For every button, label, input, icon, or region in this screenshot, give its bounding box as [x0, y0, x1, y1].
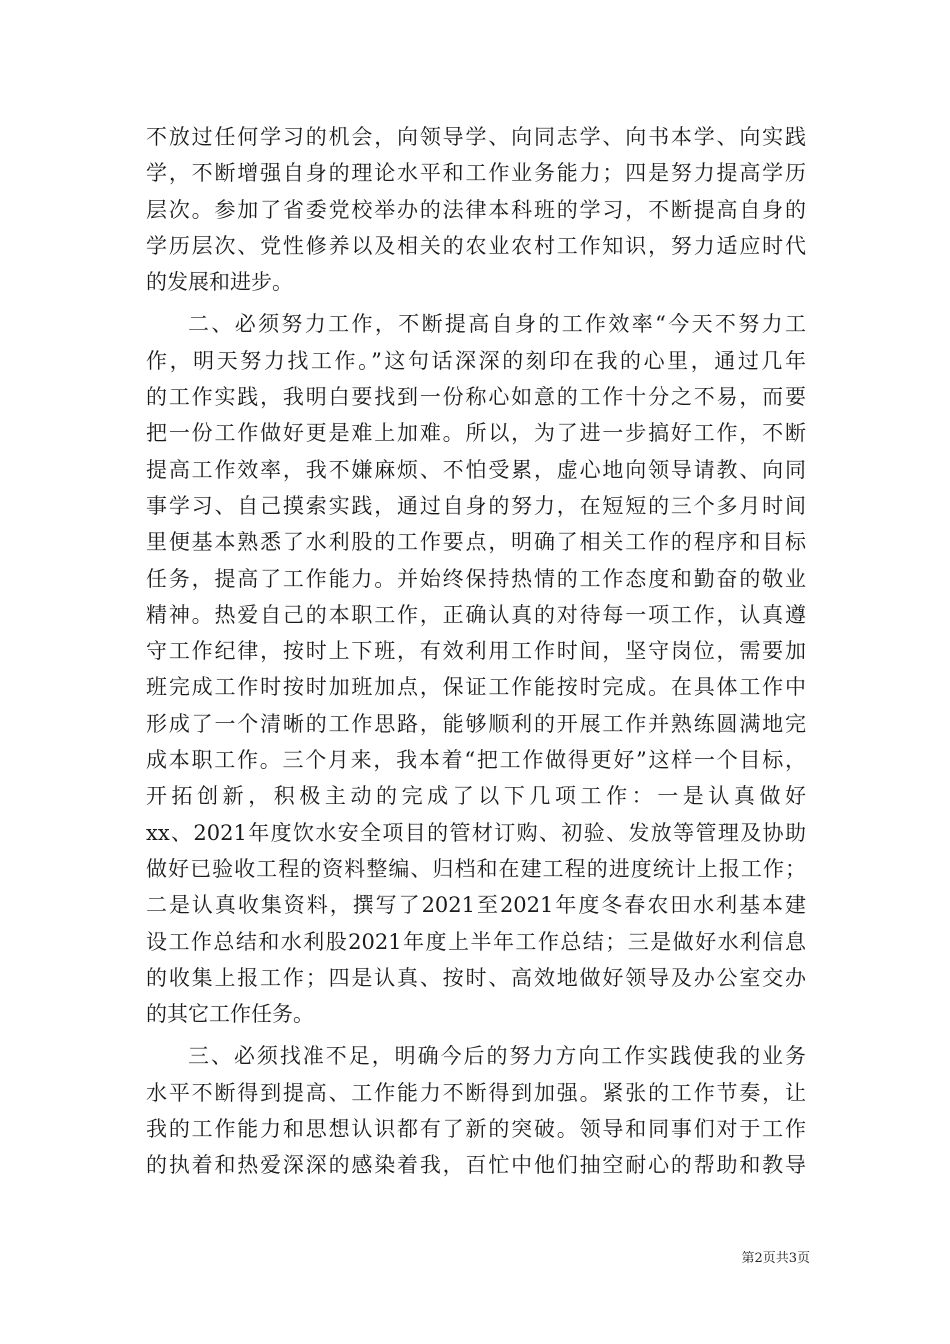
text-line: 层次。参加了省委党校举办的法律本科班的学习，不断提高自身的 — [146, 197, 806, 222]
text-line: 的发展和进步。 — [146, 270, 293, 295]
text-line: 我的工作能力和思想认识都有了新的突破。领导和同事们对于工作 — [146, 1117, 806, 1142]
text-line: 精神。热爱自己的本职工作，正确认真的对待每一项工作，认真遵 — [146, 602, 806, 627]
text-line: 的其它工作任务。 — [146, 1002, 314, 1027]
text-line: 事学习、自己摸索实践，通过自身的努力，在短短的三个多月时间 — [146, 493, 806, 518]
text-line: 设工作总结和水利股2021年度上半年工作总结；三是做好水利信息 — [146, 929, 806, 954]
text-line: 提高工作效率，我不嫌麻烦、不怕受累，虚心地向领导请教、向同 — [146, 457, 806, 482]
text-line: 班完成工作时按时加班加点，保证工作能按时完成。在具体工作中 — [146, 675, 806, 700]
text-line: xx、2021年度饮水安全项目的管材订购、初验、发放等管理及协助 — [146, 820, 806, 845]
text-line: 做好已验收工程的资料整编、归档和在建工程的进度统计上报工作； — [146, 856, 806, 881]
text-line: 不放过任何学习的机会，向领导学、向同志学、向书本学、向实践 — [146, 125, 806, 149]
text-line: 守工作纪律，按时上下班，有效利用工作时间，坚守岗位，需要加 — [146, 639, 806, 664]
text-line: 学，不断增强自身的理论水平和工作业务能力；四是努力提高学历 — [146, 161, 806, 186]
document-body — [146, 119, 806, 1184]
text-line: 把一份工作做好更是难上加难。所以，为了进一步搞好工作，不断 — [146, 421, 806, 446]
text-line: 成本职工作。三个月来，我本着“把工作做得更好”这样一个目标， — [146, 748, 806, 773]
text-line: 二是认真收集资料，撰写了2021至2021年度冬春农田水利基本建 — [146, 893, 806, 918]
text-line: 的执着和热爱深深的感染着我，百忙中他们抽空耐心的帮助和教导 — [146, 1153, 806, 1178]
text-line: 的收集上报工作；四是认真、按时、高效地做好领导及办公室交办 — [146, 965, 806, 990]
text-line: 学历层次、党性修养以及相关的农业农村工作知识，努力适应时代 — [146, 233, 806, 258]
page-number: 第2页共3页 — [741, 1251, 810, 1266]
text-line: 开拓创新，积极主动的完成了以下几项工作：一是认真做好 — [146, 784, 806, 809]
text-line: 里便基本熟悉了水利股的工作要点，明确了相关工作的程序和目标 — [146, 530, 806, 555]
text-line: 作，明天努力找工作。”这句话深深的刻印在我的心里，通过几年 — [146, 348, 806, 373]
text-line: 的工作实践，我明白要找到一份称心如意的工作十分之不易，而要 — [146, 385, 806, 410]
text-line: 水平不断得到提高、工作能力不断得到加强。紧张的工作节奏，让 — [146, 1080, 806, 1105]
paragraph-heading-line: 三、必须找准不足，明确今后的努力方向工作实践使我的业务 — [188, 1044, 806, 1069]
text-line: 任务，提高了工作能力。并始终保持热情的工作态度和勤奋的敬业 — [146, 566, 806, 591]
text-line: 形成了一个清晰的工作思路，能够顺利的开展工作并熟练圆满地完 — [146, 711, 806, 736]
paragraph-heading-line: 二、必须努力工作，不断提高自身的工作效率“今天不努力工 — [188, 312, 806, 337]
